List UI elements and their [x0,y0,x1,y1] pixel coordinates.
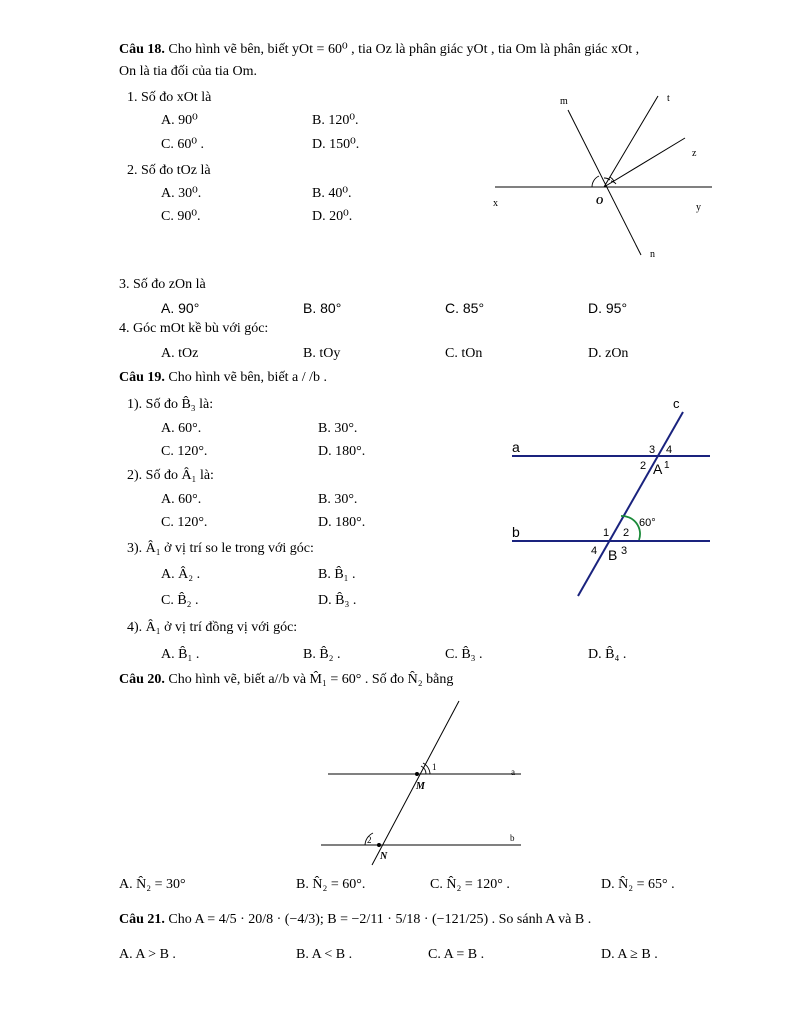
q19-intro-text: Cho hình vẽ bên, biết a / /b . [168,370,328,385]
q18-label-x: x [493,198,498,209]
q19-p3-d[interactable]: D. B̂₃ . [318,593,357,608]
q19-p2-stem: 2). Số đo Â₁ là: [127,468,214,483]
q19-p2-a[interactable]: A. 60°. [161,492,202,507]
q19-p4-c[interactable]: C. B̂₃ . [445,647,483,662]
q18-p1-stem: 1. Số đo xOt là [127,90,212,105]
q18-p3-d[interactable]: D. 95° [588,300,628,316]
q18-intro-text: Cho hình vẽ bên, biết yOt = 60⁰ , tia Oz là phân giác yOt , tia Om là phân giác xOt , [168,42,640,57]
q18-p2-b[interactable]: B. 40⁰. [312,186,352,201]
q20-d[interactable]: D. N̂₂ = 65° . [601,877,675,892]
q20-angle-2: 2 [367,835,372,845]
q18-label-o: O [596,196,604,207]
q18-heading: Câu 18. [119,42,165,57]
q18-p1-a[interactable]: A. 90⁰ [161,113,198,128]
q18-p4-b[interactable]: B. tOy [303,346,341,361]
q19-point-a: A [653,461,663,477]
q18-p3-c[interactable]: C. 85° [445,300,485,316]
q18-label-z: z [692,148,697,159]
q18-p1-b[interactable]: B. 120⁰. [312,113,359,128]
q21-heading: Câu 21. [119,912,165,927]
q21-c[interactable]: C. A = B . [428,947,485,962]
ray-mn [568,110,641,255]
q18-intro-line2: On là tia đối của tia Om. [119,64,258,79]
q19-angle-b1: 1 [603,527,610,539]
q20-b[interactable]: B. N̂₂ = 60°. [296,877,366,892]
q20-figure [318,697,533,869]
q19-label-b: b [512,524,520,540]
q20-label-n: N [380,851,388,862]
q20-label-b: b [510,833,515,843]
q19-p4-stem: 4). Â₁ ở vị trí đồng vị với góc: [127,620,298,635]
q19-angle-60-label: 60° [639,517,656,529]
q21-intro-line [119,911,591,929]
q19-point-b: B [608,547,618,563]
q19-p3-a[interactable]: A. Â₂ . [161,567,201,582]
q19-label-c: c [673,396,680,411]
q20-angle-1: 1 [432,762,437,772]
q19-label-a: a [512,439,520,455]
q20-intro-text: Cho hình vẽ, biết a//b và M̂₁ = 60° . Số đo N̂₂ bằng [168,672,454,687]
q18-label-t: t [667,93,670,104]
q18-p2-a[interactable]: A. 30⁰. [161,186,202,201]
q19-p2-d[interactable]: D. 180°. [318,515,366,530]
q18-p3-stem: 3. Số đo zOn là [119,277,206,292]
q19-angle-b3: 3 [621,545,628,557]
q20-label-a: a [511,767,515,777]
q19-heading: Câu 19. [119,370,165,385]
point-n [377,843,381,847]
q18-label-n: n [650,249,655,260]
q21-b[interactable]: B. A < B . [296,947,353,962]
q20-intro-line [119,671,453,689]
q18-p4-c[interactable]: C. tOn [445,346,483,361]
q21-intro-text: Cho A = 4/5 · 20/8 · (−4/3); B = −2/11 · 5/18 · (−121/25) . So sánh A và B . [168,912,592,927]
q18-p3-a[interactable]: A. 90° [161,300,200,316]
q19-point-a-sub: 1 [664,460,670,471]
line-c [578,412,683,596]
q19-p4-d[interactable]: D. B̂₄ . [588,647,627,662]
q19-p2-c[interactable]: C. 120°. [161,515,208,530]
q18-p1-c[interactable]: C. 60⁰ . [161,137,204,152]
q19-p1-stem: 1). Số đo B̂₃ là: [127,397,214,412]
q19-p3-stem: 3). Â₁ ở vị trí so le trong với góc: [127,541,314,556]
q18-p4-d[interactable]: D. zOn [588,346,629,361]
q20-heading: Câu 20. [119,672,165,687]
q18-figure [490,88,720,268]
q18-p2-c[interactable]: C. 90⁰. [161,209,201,224]
q21-d[interactable]: D. A ≥ B . [601,947,658,962]
q21-a[interactable]: A. A > B . [119,947,176,962]
q18-p3-b[interactable]: B. 80° [303,300,342,316]
q19-intro-line [119,369,327,387]
q19-p3-c[interactable]: C. B̂₂ . [161,593,199,608]
q19-p1-a[interactable]: A. 60°. [161,421,202,436]
q19-p4-a[interactable]: A. B̂₁ . [161,647,200,662]
q18-label-y: y [696,202,701,213]
q19-angle-b4: 4 [591,545,598,557]
q19-p1-b[interactable]: B. 30°. [318,421,358,436]
ray-ot [604,96,658,187]
q19-angle-a3: 3 [649,444,656,456]
q20-label-m: M [416,781,425,792]
point-m [415,772,419,776]
q19-p4-b[interactable]: B. B̂₂ . [303,647,341,662]
q19-angle-a4: 4 [666,444,673,456]
ray-oz [604,138,685,187]
q19-p1-d[interactable]: D. 180°. [318,444,366,459]
q18-p4-a[interactable]: A. tOz [161,346,199,361]
q19-angle-a2: 2 [640,460,647,472]
q18-p1-d[interactable]: D. 150⁰. [312,137,360,152]
q19-p1-c[interactable]: C. 120°. [161,444,208,459]
q20-a[interactable]: A. N̂₂ = 30° [119,877,186,892]
q18-p4-stem: 4. Góc mOt kề bù với góc: [119,321,269,336]
q19-p2-b[interactable]: B. 30°. [318,492,358,507]
q18-p2-stem: 2. Số đo tOz là [127,163,211,178]
q18-label-m: m [560,96,568,107]
q20-c[interactable]: C. N̂₂ = 120° . [430,877,510,892]
q19-angle-b2: 2 [623,527,630,539]
q19-p3-b[interactable]: B. B̂₁ . [318,567,356,582]
q19-figure [505,396,715,601]
q18-p2-d[interactable]: D. 20⁰. [312,209,353,224]
q18-intro-line1 [119,41,639,59]
